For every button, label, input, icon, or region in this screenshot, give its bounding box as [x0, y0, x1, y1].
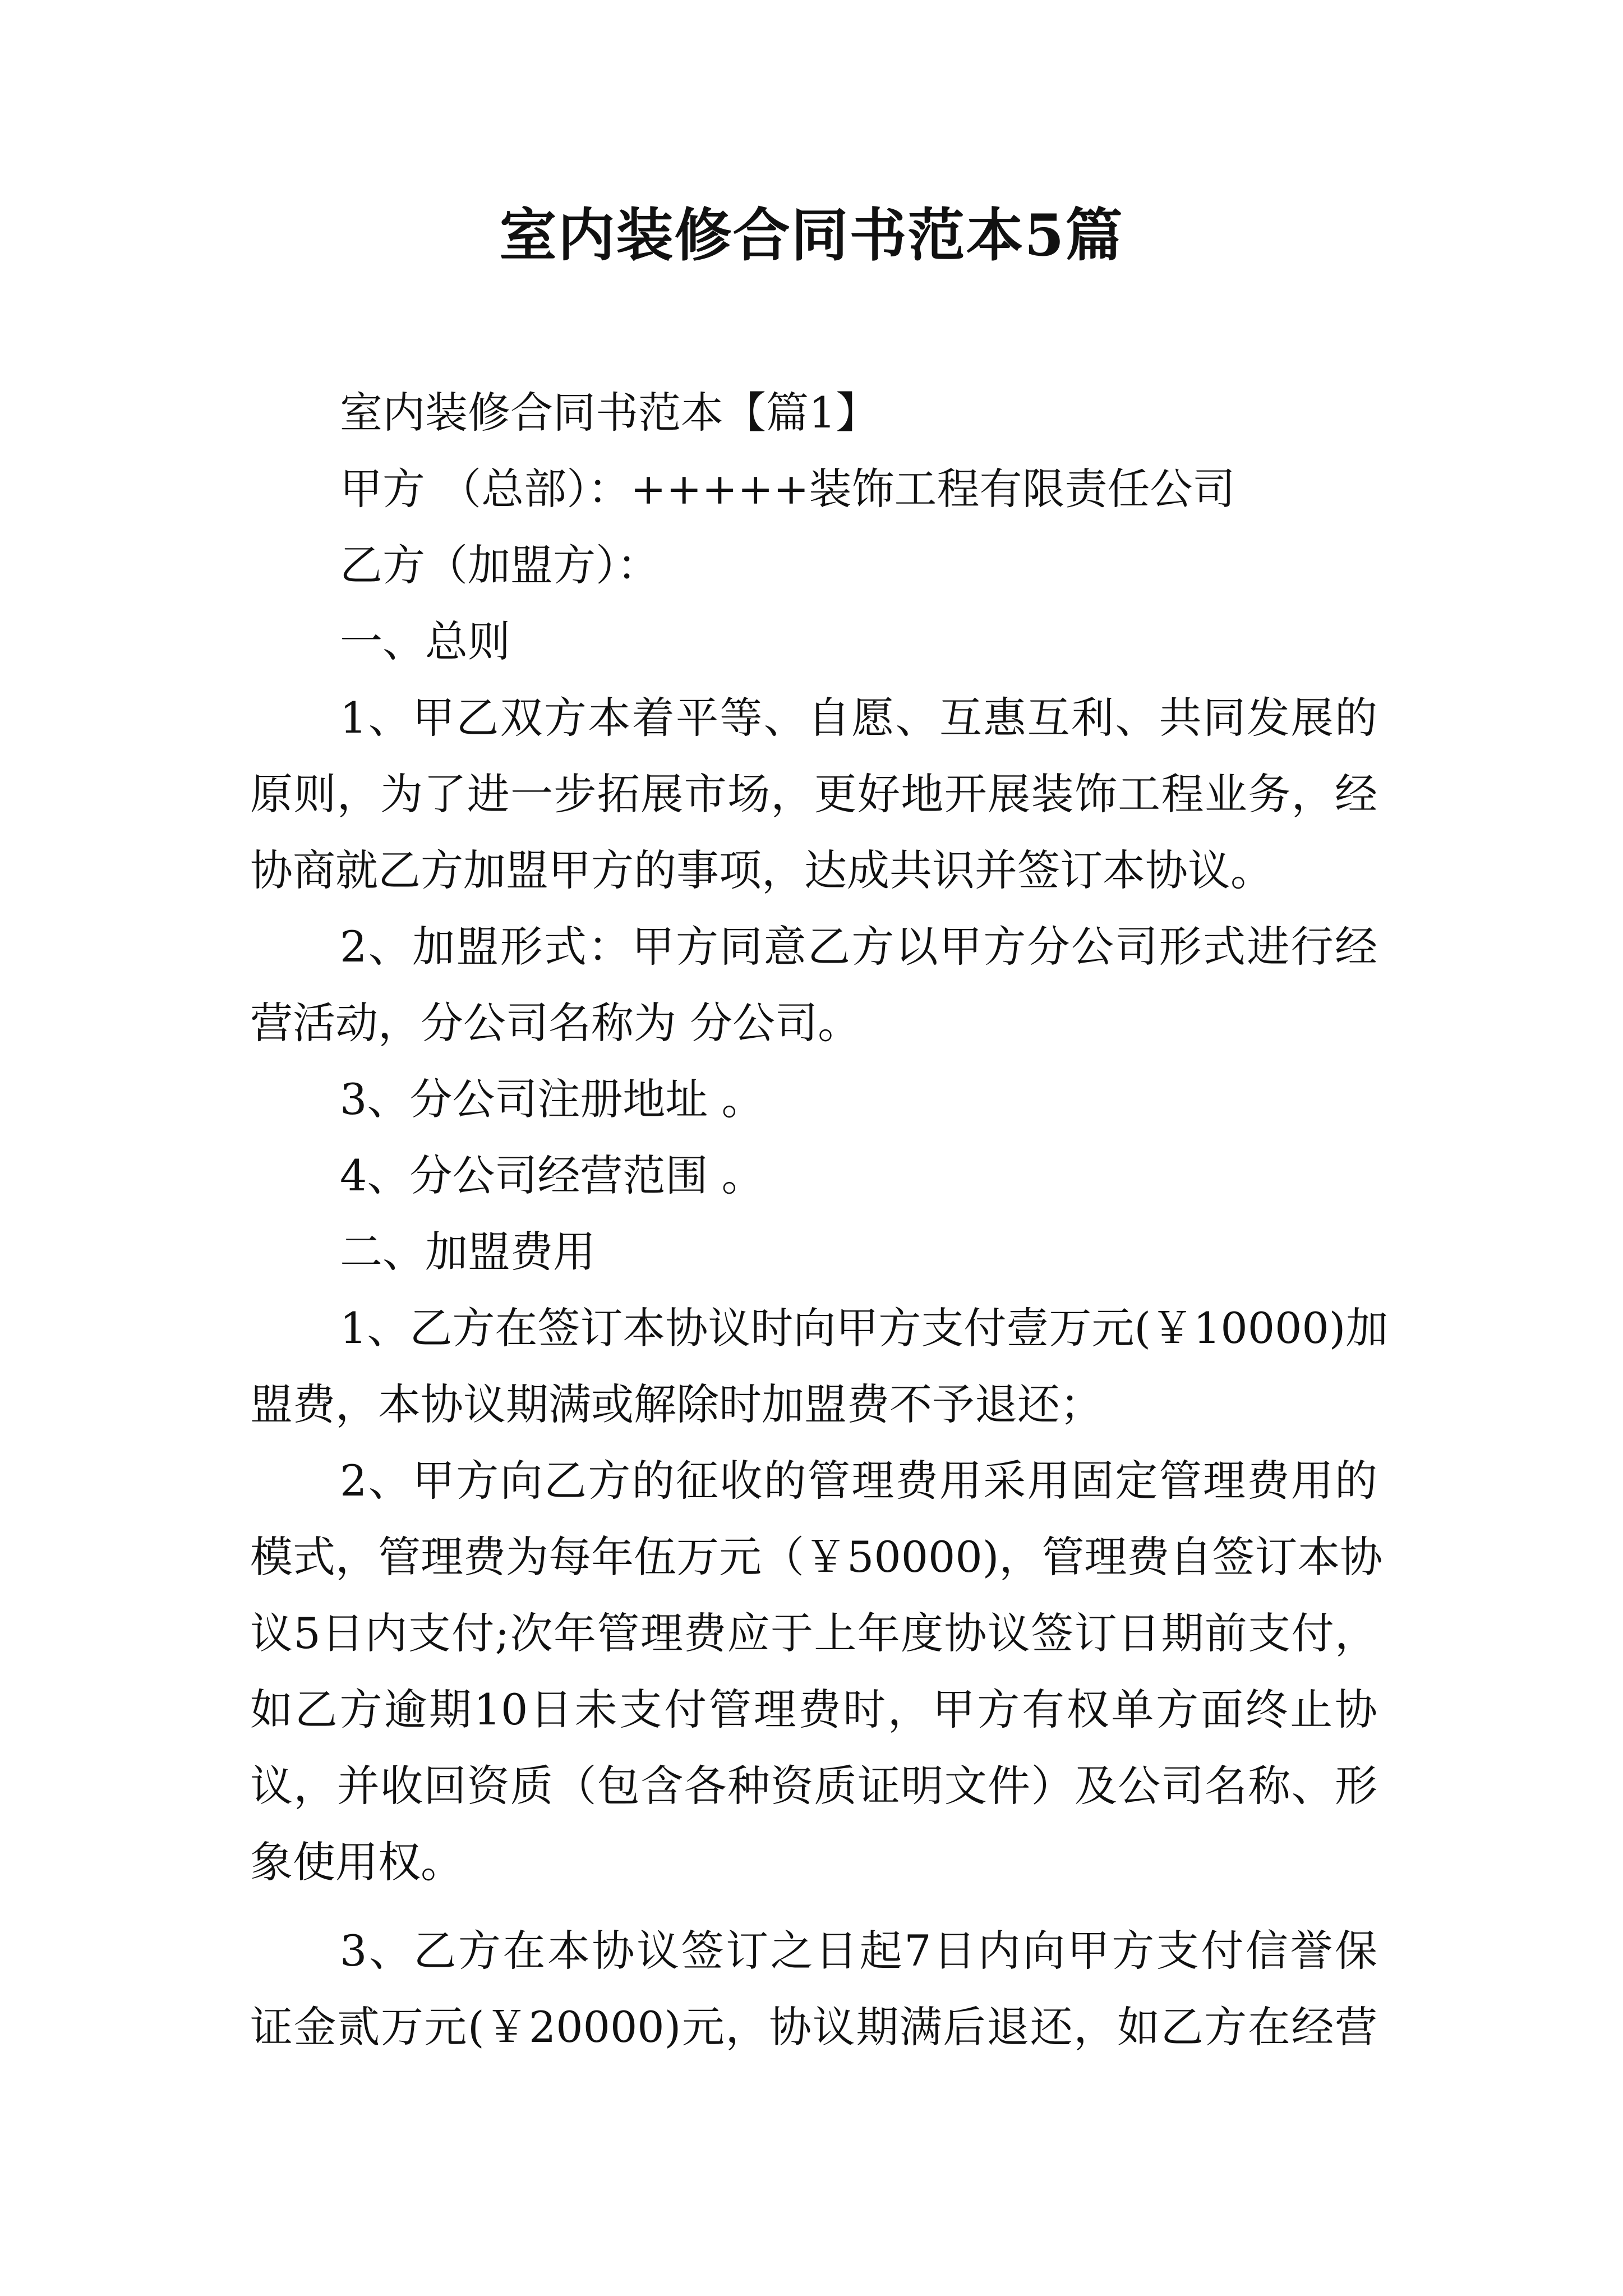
party-a-line: 甲方 （总部）：+++++装饰工程有限责任公司	[340, 464, 1235, 514]
document-title: 室内装修合同书范本5篇	[499, 202, 1124, 269]
section-heading-1: 室内装修合同书范本【篇1】	[340, 388, 879, 438]
paragraph-line: 协商就乙方加盟甲方的事项，达成共识并签订本协议。	[250, 845, 1273, 895]
paragraph-line: 原则，为了进一步拓展市场，更好地开展装饰工程业务，经	[250, 769, 1377, 819]
paragraph-gap	[250, 1901, 1377, 1913]
paragraph-line: 证金贰万元(￥20000)元，协议期满后退还，如乙方在经营	[250, 2002, 1377, 2052]
chapter-general: 一、总则	[340, 616, 510, 666]
paragraph-line: 2、加盟形式：甲方同意乙方以甲方分公司形式进行经	[340, 922, 1377, 972]
paragraph-line: 盟费，本协议期满或解除时加盟费不予退还；	[250, 1379, 1103, 1429]
paragraph-line: 2、甲方向乙方的征收的管理费用采用固定管理费用的	[340, 1456, 1377, 1506]
party-b-line: 乙方（加盟方）：	[340, 540, 660, 590]
paragraph-line: 3、分公司注册地址 。	[340, 1074, 764, 1124]
paragraph-line: 象使用权。	[250, 1837, 463, 1887]
paragraph-line: 营活动，分公司名称为 分公司。	[250, 998, 861, 1048]
chapter-fees: 二、加盟费用	[340, 1227, 596, 1277]
paragraph-line: 模式，管理费为每年伍万元（￥50000)，管理费自签订本协	[250, 1532, 1383, 1582]
paragraph-line: 议，并收回资质（包含各种资质证明文件）及公司名称、形	[250, 1761, 1377, 1811]
paragraph-line: 1、甲乙双方本着平等、自愿、互惠互利、共同发展的	[340, 693, 1377, 743]
paragraph-line: 如乙方逾期10日未支付管理费时，甲方有权单方面终止协	[250, 1685, 1377, 1734]
paragraph-line: 3、乙方在本协议签订之日起7日内向甲方支付信誉保	[340, 1926, 1377, 1976]
paragraph-line: 议5日内支付;次年管理费应于上年度协议签订日期前支付，	[250, 1608, 1377, 1658]
paragraph-line: 1、乙方在签订本协议时向甲方支付壹万元(￥10000)加	[340, 1303, 1389, 1353]
paragraph-line: 4、分公司经营范围 。	[340, 1151, 764, 1200]
document-body	[250, 375, 1389, 2065]
